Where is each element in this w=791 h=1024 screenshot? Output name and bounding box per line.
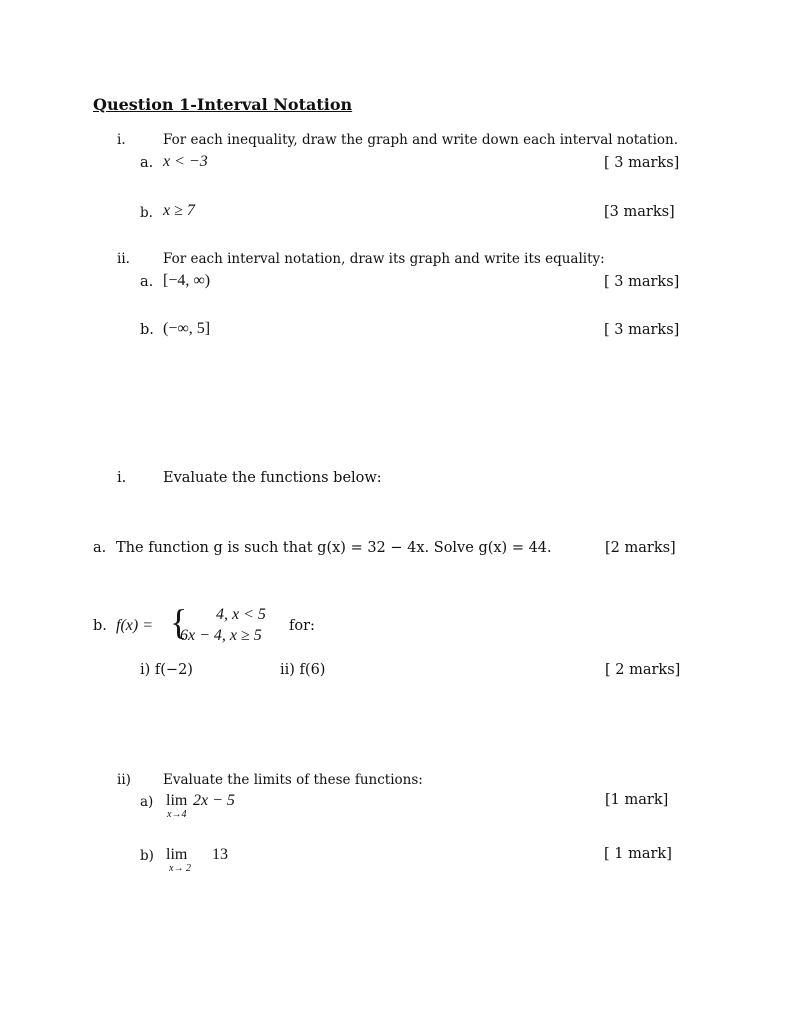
limit-a-letter: a): [140, 794, 154, 810]
section-2-numeral: ii.: [117, 251, 130, 267]
item-1a-letter: a.: [140, 155, 154, 171]
section-4-instruction: Evaluate the limits of these functions:: [163, 772, 423, 788]
item-1b-letter: b.: [140, 205, 153, 221]
sub-question-i: i) f(−2): [140, 662, 193, 678]
part-a-text: The function g is such that g(x) = 32 − 4x. Solve g(x) = 44.: [116, 540, 552, 556]
item-1b-expression: x ≥ 7: [163, 202, 195, 219]
section-1-instruction: For each inequality, draw the graph and write down each interval notation.: [163, 132, 679, 148]
part-b-letter: b.: [93, 618, 107, 634]
part-b-marks: [ 2 marks]: [605, 662, 681, 678]
page-title: Question 1-Interval Notation: [93, 95, 353, 114]
limit-a-subscript: x→4: [167, 809, 187, 820]
for-label: for:: [289, 618, 315, 634]
limit-a-marks: [1 mark]: [605, 792, 669, 808]
limit-b-operator: lim: [166, 846, 188, 863]
section-1-numeral: i.: [117, 132, 126, 148]
item-2a-letter: a.: [140, 274, 154, 290]
limit-b-letter: b): [140, 848, 154, 864]
item-2b-marks: [ 3 marks]: [604, 322, 680, 338]
part-a-marks: [2 marks]: [605, 540, 676, 556]
piecewise-case-1: 4, x < 5: [216, 606, 266, 623]
limit-a-operator: lim: [166, 792, 188, 809]
item-1b-marks: [3 marks]: [604, 204, 675, 220]
piecewise-brace: {: [170, 602, 188, 642]
section-2-instruction: For each interval notation, draw its graph and write its equality:: [163, 251, 605, 267]
piecewise-function-label: f(x) =: [116, 617, 153, 634]
limit-b-expression: 13: [212, 846, 228, 863]
item-1a-expression: x < −3: [163, 153, 208, 170]
limit-b-marks: [ 1 mark]: [604, 846, 672, 862]
limit-a-expression: 2x − 5: [193, 792, 235, 809]
piecewise-case-2: 6x − 4, x ≥ 5: [180, 627, 262, 644]
part-a-letter: a.: [93, 540, 107, 556]
item-1a-marks: [ 3 marks]: [604, 155, 680, 171]
section-4-numeral: ii): [117, 772, 131, 788]
section-3-instruction: Evaluate the functions below:: [163, 470, 382, 486]
item-2a-expression: [−4, ∞): [163, 272, 211, 289]
section-3-numeral: i.: [117, 470, 127, 486]
item-2b-letter: b.: [140, 322, 154, 338]
sub-question-ii: ii) f(6): [280, 662, 326, 678]
item-2b-expression: (−∞, 5]: [163, 320, 211, 337]
item-2a-marks: [ 3 marks]: [604, 274, 680, 290]
limit-b-subscript: x→ 2: [169, 863, 191, 874]
